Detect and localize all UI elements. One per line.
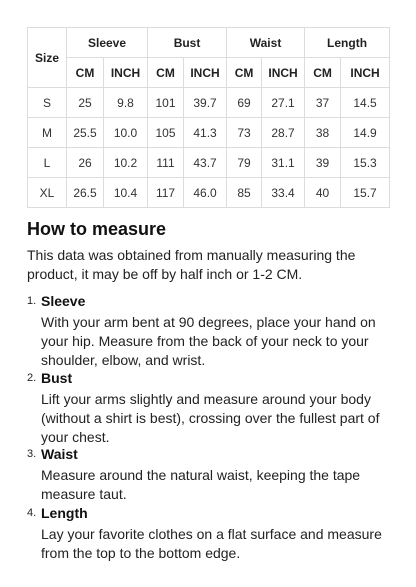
table-cell: 69: [227, 88, 262, 118]
step-number: 2.: [27, 372, 37, 384]
table-row: [28, 178, 390, 208]
table-cell: 10.4: [104, 178, 148, 208]
step-number: 1.: [27, 295, 37, 307]
table-cell: 79: [227, 148, 262, 178]
size-cell: XL: [28, 178, 67, 208]
table-cell: 25: [67, 88, 104, 118]
table-cell: 40: [305, 178, 341, 208]
table-cell: 14.9: [341, 118, 390, 148]
bust-header: Bust: [148, 28, 227, 58]
table-cell: 10.2: [104, 148, 148, 178]
step-title: Bust: [41, 370, 73, 386]
table-cell: 46.0: [184, 178, 227, 208]
table-cell: 14.5: [341, 88, 390, 118]
size-table: [27, 27, 390, 208]
length-header: Length: [305, 28, 390, 58]
waist-header: Waist: [227, 28, 305, 58]
table-cell: 33.4: [262, 178, 305, 208]
unit-header: INCH: [262, 58, 305, 88]
table-cell: 101: [148, 88, 184, 118]
unit-header: CM: [148, 58, 184, 88]
table-cell: 9.8: [104, 88, 148, 118]
table-row: [28, 88, 390, 118]
sleeve-header: Sleeve: [67, 28, 148, 58]
step-description: With your arm bent at 90 degrees, place your hand on your hip. Measure from the back of your neck to your shoulder, elbow, and wrist.: [41, 314, 376, 368]
unit-header: CM: [67, 58, 104, 88]
step-title: Waist: [41, 446, 78, 462]
table-row: [28, 118, 390, 148]
table-cell: 37: [305, 88, 341, 118]
table-cell: 25.5: [67, 118, 104, 148]
table-cell: 15.3: [341, 148, 390, 178]
step-title: Length: [41, 505, 88, 521]
table-cell: 15.7: [341, 178, 390, 208]
table-cell: 85: [227, 178, 262, 208]
step-description: Measure around the natural waist, keeping the tape measure taut.: [41, 467, 361, 502]
table-cell: 28.7: [262, 118, 305, 148]
step-description: Lift your arms slightly and measure around your body (without a shirt is best), crossing over the fullest part of your chest.: [41, 391, 380, 445]
table-cell: 73: [227, 118, 262, 148]
table-row: [28, 148, 390, 178]
step-description: Lay your favorite clothes on a flat surface and measure from the top to the bottom edge.: [41, 526, 382, 561]
table-cell: 117: [148, 178, 184, 208]
table-cell: 39: [305, 148, 341, 178]
table-header-units: [28, 58, 390, 88]
unit-header: CM: [227, 58, 262, 88]
table-header-groups: [28, 28, 390, 58]
size-cell: S: [28, 88, 67, 118]
unit-header: INCH: [341, 58, 390, 88]
table-cell: 26: [67, 148, 104, 178]
how-to-measure-heading: How to measure: [27, 219, 167, 239]
table-cell: 43.7: [184, 148, 227, 178]
step-number: 3.: [27, 448, 37, 460]
table-cell: 10.0: [104, 118, 148, 148]
table-cell: 26.5: [67, 178, 104, 208]
step-title: Sleeve: [41, 293, 86, 309]
table-cell: 31.1: [262, 148, 305, 178]
table-cell: 105: [148, 118, 184, 148]
size-cell: L: [28, 148, 67, 178]
unit-header: CM: [305, 58, 341, 88]
table-cell: 39.7: [184, 88, 227, 118]
table-cell: 38: [305, 118, 341, 148]
table-cell: 41.3: [184, 118, 227, 148]
table-cell: 111: [148, 148, 184, 178]
unit-header: INCH: [184, 58, 227, 88]
step-number: 4.: [27, 507, 37, 519]
unit-header: INCH: [104, 58, 148, 88]
intro-text: This data was obtained from manually measuring the product, it may be off by half inch or 1-2 CM.: [27, 247, 356, 282]
table-cell: 27.1: [262, 88, 305, 118]
size-cell: M: [28, 118, 67, 148]
size-column-header: Size: [28, 28, 67, 88]
